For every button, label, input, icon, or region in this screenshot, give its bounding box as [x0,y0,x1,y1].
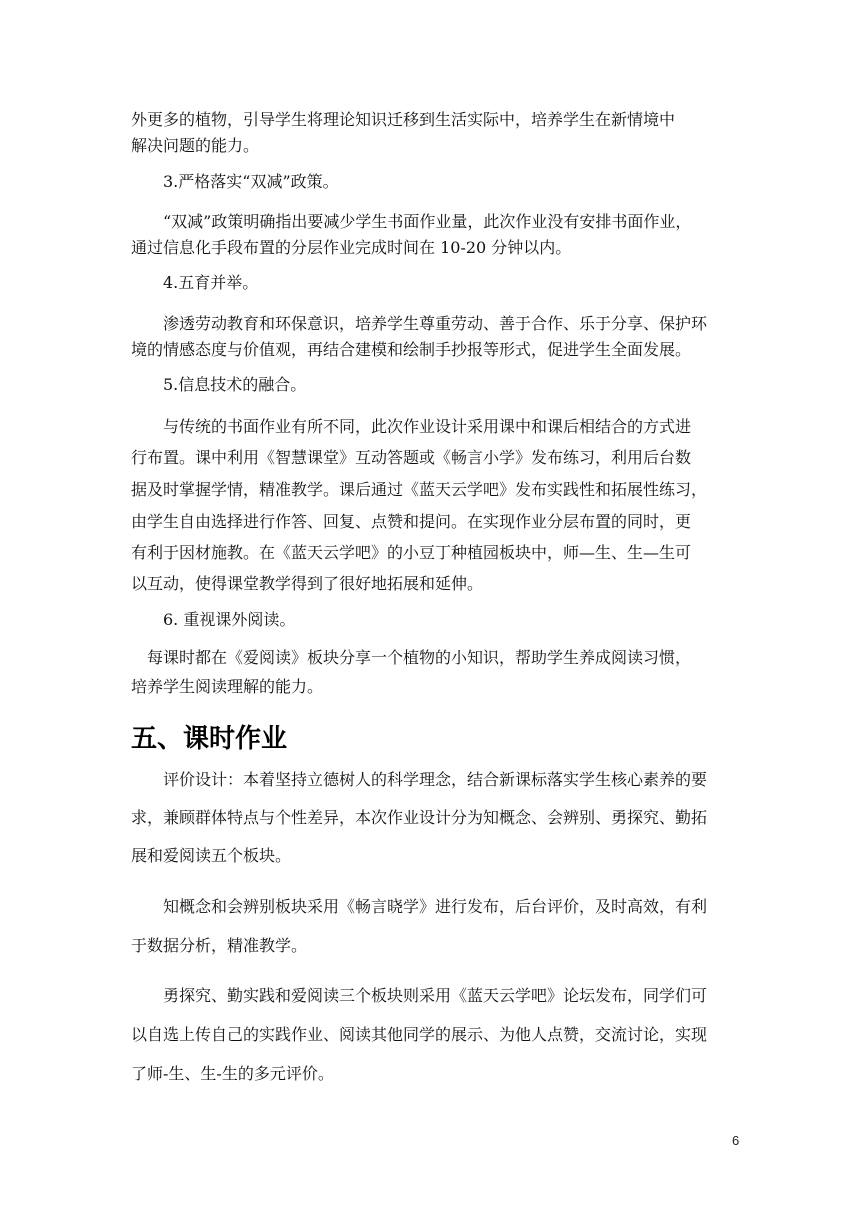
text-line: 勇探究、勤实践和爱阅读三个板块则采用《蓝天云学吧》论坛发布，同学们可 [163,986,708,1005]
text-line: 解决问题的能力。 [131,136,260,155]
text-line: 5.信息技术的融合。 [163,375,307,394]
text-line: 由学生自由选择进行作答、回复、点赞和提问。在实现作业分层布置的同时，更 [131,512,692,531]
page-number: 6 [732,1133,740,1148]
text-line: 以互动，使得课堂教学得到了很好地拓展和延伸。 [131,574,484,593]
text-line: 行布置。课中利用《智慧课堂》互动答题或《畅言小学》发布练习，利用后台数 [131,448,692,467]
text-line: 求，兼顾群体特点与个性差异，本次作业设计分为知概念、会辨别、勇探究、勤拓 [131,808,708,827]
text-line: 了师-生、生-生的多元评价。 [131,1064,334,1083]
text-line: 3.严格落实“双减”政策。 [163,172,339,191]
text-line: 4.五育并举。 [163,273,259,292]
text-line: 6. 重视课外阅读。 [163,610,296,629]
text-line: 展和爱阅读五个板块。 [131,846,292,865]
text-line: 有利于因材施教。在《蓝天云学吧》的小豆丁种植园板块中，师—生、生—生可 [131,543,692,562]
text-line: 知概念和会辨别板块采用《畅言晓学》进行发布，后台评价，及时高效，有利 [163,897,708,916]
text-line: 与传统的书面作业有所不同，此次作业设计采用课中和课后相结合的方式进 [163,417,692,436]
text-line: 渗透劳动教育和环保意识，培养学生尊重劳动、善于合作、乐于分享、保护环 [163,314,708,333]
text-line: 于数据分析，精准教学。 [131,936,308,955]
text-line: 每课时都在《爱阅读》板块分享一个植物的小知识，帮助学生养成阅读习惯， [147,648,692,667]
text-line: 以自选上传自己的实践作业、阅读其他同学的展示、为他人点赞，交流讨论，实现 [131,1025,708,1044]
text-line: 通过信息化手段布置的分层作业完成时间在 10-20 分钟以内。 [131,238,572,257]
text-line: 境的情感态度与价值观，再结合建模和绘制手抄报等形式，促进学生全面发展。 [131,340,692,359]
text-line: 评价设计：本着坚持立德树人的科学理念，结合新课标落实学生核心素养的要 [163,770,708,789]
text-line: 培养学生阅读理解的能力。 [131,677,324,696]
text-line: “双减”政策明确指出要减少学生书面作业量，此次作业没有安排书面作业， [163,212,692,231]
text-line: 据及时掌握学情，精准教学。课后通过《蓝天云学吧》发布实践性和拓展性练习， [131,480,708,499]
text-line: 外更多的植物，引导学生将理论知识迁移到生活实际中，培养学生在新情境中 [131,110,676,129]
section-heading: 五、课时作业 [131,724,288,754]
